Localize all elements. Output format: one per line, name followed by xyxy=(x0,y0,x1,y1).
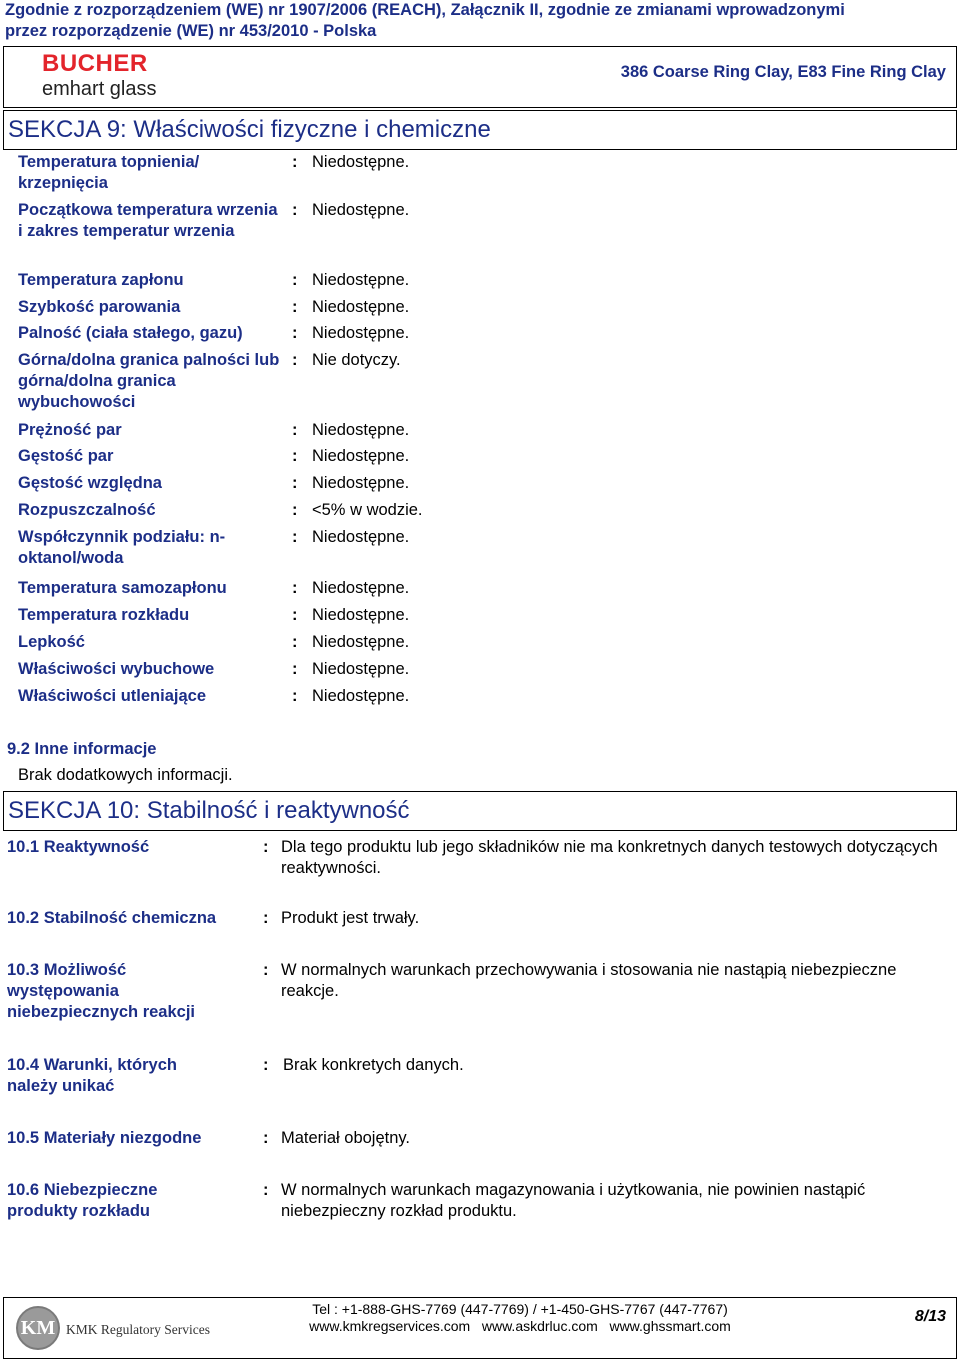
footer-websites: www.kmkregservices.com www.askdrluc.com www.ghssmart.com xyxy=(309,1318,731,1334)
property-value: Niedostępne. xyxy=(312,421,410,439)
property-colon: : xyxy=(292,528,298,546)
property-value: Niedostępne. xyxy=(312,324,410,342)
regulation-line-1: Zgodnie z rozporządzeniem (WE) nr 1907/2006 (REACH), Załącznik II, zgodnie ze zmianami wprowadzonymi xyxy=(5,1,845,19)
bucher-logo: BUCHER xyxy=(42,50,148,77)
section-9-2-text: Brak dodatkowych informacji. xyxy=(18,766,233,784)
property-colon: : xyxy=(292,687,298,705)
property-label: Temperatura zapłonu xyxy=(18,271,184,289)
property-colon: : xyxy=(292,324,298,342)
item-colon: : xyxy=(263,1129,269,1147)
property-colon: : xyxy=(292,153,298,171)
property-value: Niedostępne. xyxy=(312,271,410,289)
header-box xyxy=(3,46,957,108)
property-value: Niedostępne. xyxy=(312,606,410,624)
property-label: Lepkość xyxy=(18,633,85,651)
page-number: 8/13 xyxy=(914,1308,946,1325)
item-value: Materiał obojętny. xyxy=(281,1129,411,1147)
item-label: 10.4 Warunki, których należy unikać xyxy=(7,1056,177,1095)
property-label: Górna/dolna granica palności lub górna/dolna granica wybuchowości xyxy=(18,351,280,411)
item-colon: : xyxy=(263,1181,269,1199)
item-label: 10.3 Możliwość występowania niebezpiecznych reakcji xyxy=(7,961,196,1021)
item-value: Produkt jest trwały. xyxy=(281,909,420,927)
property-colon: : xyxy=(292,579,298,597)
property-colon: : xyxy=(292,421,298,439)
footer xyxy=(3,1297,957,1359)
item-label: 10.6 Niebezpieczne produkty rozkładu xyxy=(7,1181,158,1220)
property-label: Szybkość parowania xyxy=(18,298,181,316)
item-value: Brak konkretych danych. xyxy=(283,1056,464,1074)
property-value: Niedostępne. xyxy=(312,660,410,678)
property-colon: : xyxy=(292,660,298,678)
section-9-title: SEKCJA 9: Właściwości fizyczne i chemiczne xyxy=(3,110,957,150)
property-label: Temperatura topnienia/ krzepnięcia xyxy=(18,153,200,192)
property-colon: : xyxy=(292,201,298,219)
property-value: Niedostępne. xyxy=(312,201,410,219)
property-value: Niedostępne. xyxy=(312,687,410,705)
property-label: Gęstość względna xyxy=(18,474,162,492)
property-value: Niedostępne. xyxy=(312,447,410,465)
kmk-company-name: KMK Regulatory Services xyxy=(66,1322,210,1337)
property-label: Prężność par xyxy=(18,421,122,439)
property-colon: : xyxy=(292,501,298,519)
property-value: Niedostępne. xyxy=(312,298,410,316)
product-name: 386 Coarse Ring Clay, E83 Fine Ring Clay xyxy=(620,63,946,81)
property-colon: : xyxy=(292,606,298,624)
property-label: Temperatura rozkładu xyxy=(18,606,190,624)
footer-phone: Tel : +1-888-GHS-7769 (447-7769) / +1-450-GHS-7767 (447-7767) xyxy=(312,1301,728,1317)
property-label: Początkowa temperatura wrzenia i zakres temperatur wrzenia xyxy=(18,201,278,240)
property-label: Właściwości wybuchowe xyxy=(18,660,215,678)
property-label: Właściwości utleniające xyxy=(18,687,206,705)
property-value: <5% w wodzie. xyxy=(312,501,423,519)
property-label: Temperatura samozapłonu xyxy=(18,579,227,597)
emhart-glass-logo: emhart glass xyxy=(42,78,157,100)
property-value: Niedostępne. xyxy=(312,153,410,171)
property-colon: : xyxy=(292,271,298,289)
property-label: Palność (ciała stałego, gazu) xyxy=(18,324,243,342)
property-colon: : xyxy=(292,633,298,651)
item-label: 10.1 Reaktywność xyxy=(7,838,150,856)
property-label: Współczynnik podziału: n-oktanol/woda xyxy=(18,528,226,567)
property-colon: : xyxy=(292,474,298,492)
item-value: Dla tego produktu lub jego składników nie ma konkretnych danych testowych dotyczących reaktywności. xyxy=(281,838,938,877)
property-value: Niedostępne. xyxy=(312,633,410,651)
property-label: Gęstość par xyxy=(18,447,114,465)
property-value: Niedostępne. xyxy=(312,579,410,597)
kmk-logo-icon: KM xyxy=(16,1306,60,1350)
property-label: Rozpuszczalność xyxy=(18,501,156,519)
section-9-2-title: 9.2 Inne informacje xyxy=(7,740,157,758)
item-value: W normalnych warunkach przechowywania i stosowania nie nastąpią niebezpieczne reakcje. xyxy=(281,961,897,1000)
property-value: Nie dotyczy. xyxy=(312,351,401,369)
property-value: Niedostępne. xyxy=(312,474,410,492)
property-value: Niedostępne. xyxy=(312,528,410,546)
property-colon: : xyxy=(292,298,298,316)
regulation-header xyxy=(5,0,845,42)
property-colon: : xyxy=(292,447,298,465)
property-colon: : xyxy=(292,351,298,369)
item-colon: : xyxy=(263,961,269,979)
regulation-line-2: przez rozporządzenie (WE) nr 453/2010 - Polska xyxy=(5,22,377,40)
item-colon: : xyxy=(263,838,269,856)
item-label: 10.5 Materiały niezgodne xyxy=(7,1129,202,1147)
section-10-title: SEKCJA 10: Stabilność i reaktywność xyxy=(3,791,957,831)
item-value: W normalnych warunkach magazynowania i użytkowania, nie powinien nastąpić niebezpieczny rozkład produktu. xyxy=(281,1181,866,1220)
item-colon: : xyxy=(263,909,269,927)
item-label: 10.2 Stabilność chemiczna xyxy=(7,909,217,927)
item-colon: : xyxy=(263,1056,269,1074)
